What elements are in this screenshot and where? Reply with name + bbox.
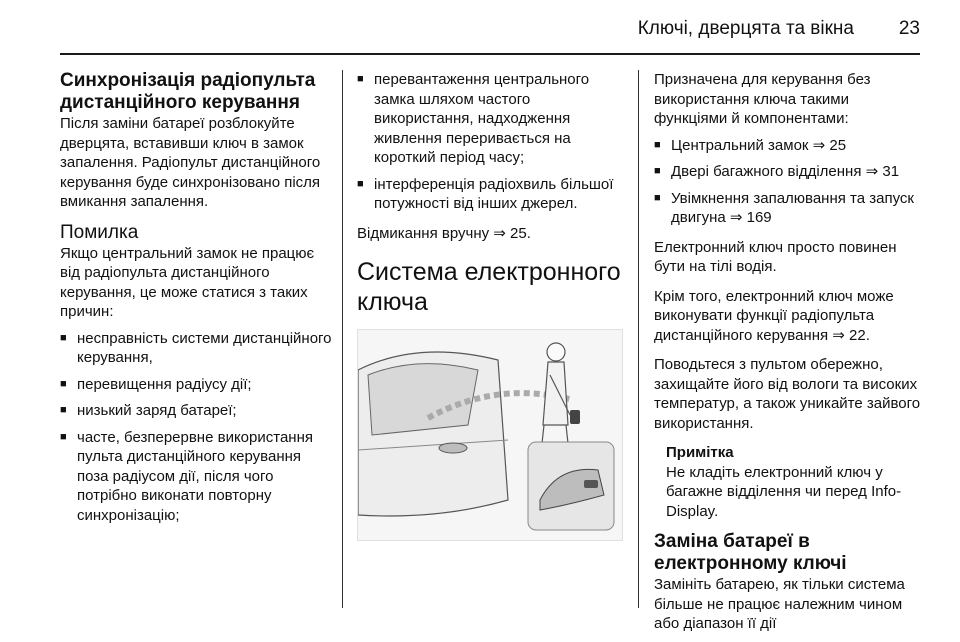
- list-item: ■ несправність системи дистанційного керування,: [60, 329, 332, 368]
- note-title: Примітка: [666, 444, 734, 461]
- note-text: Не кладіть електронний ключ у багажне відділення чи перед Info-Display.: [666, 463, 902, 520]
- list-item: ■ Центральний замок ⇒ 25: [654, 136, 922, 156]
- paragraph-care: Поводьтеся з пультом обережно, захищайте його від вологи та високих температур, а також уникайте зайвого використання.: [654, 356, 921, 432]
- list-item: ■ перевантаження центрального замка шляхом частого використання, надходження живлення переривається на короткий період часу;: [357, 70, 629, 168]
- column-1: [60, 70, 332, 525]
- header-rule: [60, 53, 920, 55]
- column-divider: [638, 70, 639, 608]
- list-item: ■ Увімкнення запалювання та запуск двигуна ⇒ 169: [654, 189, 922, 228]
- list-item: ■ інтерференція радіохвиль більшої потужності від інших джерел.: [357, 175, 629, 214]
- paragraph-remote-function: Крім того, електронний ключ може виконувати функції радіопульта дистанційного керування ⇒ 22.: [654, 287, 894, 344]
- list-item: ■ перевищення радіусу дії;: [60, 375, 332, 395]
- list-item: ■ часте, безперервне використання пульта дистанційного керування поза радіусом дії, після чого потрібно виконати повторну синхронізацію;: [60, 428, 332, 526]
- list-item: ■ Двері багажного відділення ⇒ 31: [654, 162, 922, 182]
- paragraph-manual-unlock: Відмикання вручну ⇒ 25.: [357, 224, 531, 242]
- causes-list-continued: [357, 70, 629, 214]
- functions-list: [654, 136, 922, 228]
- section-heading-error: Помилка: [60, 221, 139, 243]
- page-header: [60, 18, 920, 48]
- list-item: ■ низький заряд батареї;: [60, 401, 332, 421]
- section-heading-sync: Синхронізація радіопульта дистанційного керування: [60, 70, 316, 113]
- column-divider: [342, 70, 343, 608]
- page-header-title: Ключі, дверцята та вікна: [637, 18, 854, 39]
- car-door-key-illustration: [358, 330, 622, 540]
- paragraph-error: Якщо центральний замок не працює від радіопульта дистанційного керування, це може статися з таких причин:: [60, 244, 315, 320]
- page-number: 23: [898, 18, 920, 39]
- paragraph-battery: Замініть батарею, як тільки система більше не працює належним чином або діапазон її дії: [654, 576, 905, 632]
- causes-list: [60, 329, 332, 526]
- section-heading-electronic-key: Система електронного ключа: [357, 258, 621, 316]
- paragraph-body: Електронний ключ просто повинен бути на тілі водія.: [654, 238, 897, 275]
- electronic-key-illustration: [357, 329, 623, 541]
- column-3: [654, 70, 922, 634]
- column-2: [357, 70, 629, 541]
- paragraph-intro: Призначена для керування без використання ключа такими функціями й компонентами:: [654, 71, 871, 127]
- note-box: [654, 443, 922, 521]
- paragraph-sync: Після заміни батареї розблокуйте дверцята, вставивши ключ в замок запалення. Радіопульт дистанційного керування буде синхронізовано після вмикання запалення.: [60, 115, 321, 210]
- section-heading-battery: Заміна батареї в електронному ключі: [654, 531, 847, 574]
